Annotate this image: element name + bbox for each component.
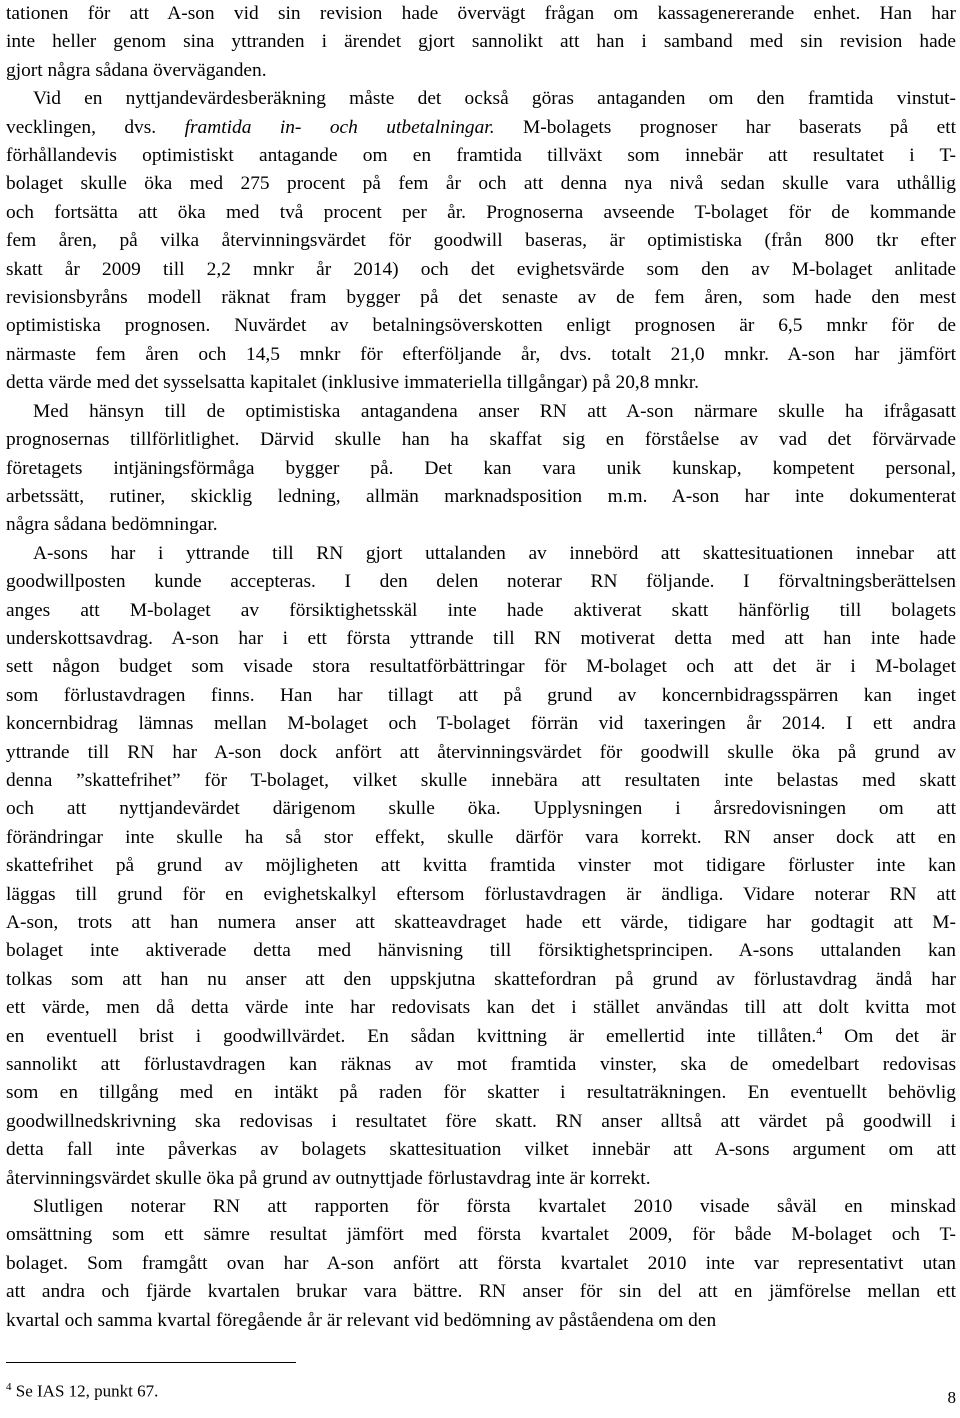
text-line: några sådana bedömningar.: [6, 514, 218, 536]
text-line: att andra och fjärde kvartalen brukar vara bättre. RN anser för sin del att en jämförelse mellan ett: [6, 1281, 956, 1303]
text-line: en eventuell brist i goodwillvärdet. En sådan kvittning är emellertid inte tillåten.$^4$ Om det är: [6, 1023, 957, 1047]
text-line: och fortsätta att öka med två procent per år. Prognoserna avseende T-bolaget för de kommande: [6, 201, 956, 223]
text-line: sannolikt att förlustavdragen kan räknas av mot framtida vinster, ska de omedelbart redovisas: [6, 1054, 956, 1076]
text-line: och att nyttjandevärdet därigenom skulle öka. Upplysningen i årsredovisningen om att: [6, 798, 956, 820]
text-line: sett någon budget som visade stora resultatförbättringar för M-bolaget och att det är i M-bolaget: [6, 656, 956, 678]
text-line: anges att M-bolaget av försiktighetsskäl inte hade aktiverat skatt hänförlig till bolagets: [6, 599, 956, 621]
text-line: närmaste fem åren och 14,5 mnkr för efterföljande år, dvs. totalt 21,0 mnkr. A-son har jämfört: [6, 343, 956, 365]
text-line: ett värde, men då detta värde inte har redovisats kan det i stället användas till att dolt kvitta mot: [6, 997, 956, 1019]
document-body: [6, 0, 956, 1335]
text-line: Slutligen noterar RN att rapporten för första kvartalet 2010 visade såväl en minskad: [33, 1196, 956, 1218]
paragraph: [6, 1193, 956, 1335]
paragraph: [6, 540, 956, 1193]
text-line: fem åren, på vilka återvinningsvärdet för goodwill baseras, är optimistiska (från 800 tkr efter: [6, 230, 956, 252]
text-line: detta fall inte påverkas av bolagets skattesituation vilket innebär att A-sons argument om att: [6, 1139, 956, 1161]
text-line: arbetssätt, rutiner, skicklig ledning, allmän marknadsposition m.m. A-son har inte dokumenterat: [6, 485, 956, 507]
text-line: goodwillnedskrivning ska redovisas i resultatet före skatt. RN anser alltså att värdet på goodwill i: [6, 1110, 956, 1132]
text-line: gjort några sådana överväganden.: [6, 59, 267, 81]
text-line: yttrande till RN har A-son dock anfört att återvinningsvärdet för goodwill skulle öka på grund av: [6, 741, 956, 763]
italic-text: framtida in- och utbetalningar.: [184, 116, 495, 138]
text-line: läggas till grund för en evighetskalkyl eftersom förlustavdragen är ändliga. Vidare noterar RN att: [6, 883, 956, 905]
text-line: kvartal och samma kvartal föregående år är relevant vid bedömning av påståendena om den: [6, 1309, 717, 1331]
text-line: goodwillposten kunde accepteras. I den delen noterar RN följande. I förvaltningsberättelsen: [6, 571, 956, 593]
text-line: Vid en nyttjandevärdesberäkning måste det också göras antaganden om den framtida vinstut-: [33, 88, 956, 110]
text-line: tolkas som att han nu anser att den uppskjutna skattefordran på grund av förlustavdrag ändå har: [6, 968, 956, 990]
paragraph: [6, 0, 956, 85]
text-line: optimistiska prognosen. Nuvärdet av betalningsöverskotten enligt prognosen är 6,5 mnkr för de: [6, 315, 956, 337]
text-line: skattefrihet på grund av möjligheten att kvitta framtida vinster mot tidigare förluster inte kan: [6, 855, 956, 877]
footnote-reference[interactable]: 4: [816, 1023, 823, 1038]
text-line: skatt år 2009 till 2,2 mnkr år 2014) och det evighetsvärde som den av M-bolaget anlitade: [6, 258, 956, 280]
text-line: A-sons har i yttrande till RN gjort uttalanden av innebörd att skattesituationen innebar att: [33, 542, 956, 564]
text-line: som förlustavdragen finns. Han har tillagt att på grund av koncernbidragsspärren kan inget: [6, 684, 956, 706]
text-line: förhållandevis optimistiskt antagande om en framtida tillväxt som innebär att resultatet i T-: [6, 145, 956, 167]
text-line: omsättning som ett sämre resultat jämfört med första kvartalet 2009, för både M-bolaget och T-: [6, 1224, 956, 1246]
text-line: underskottsavdrag. A-son har i ett första yttrande till RN motiverat detta med att han inte hade: [6, 627, 956, 649]
paragraph: [6, 398, 956, 540]
text-line: tationen för att A-son vid sin revision hade övervägt frågan om kassagenererande enhet. Han har: [6, 3, 956, 24]
text-line: som en tillgång med en intäkt på raden för skatter i resultaträkningen. En eventuellt behövlig: [6, 1082, 956, 1104]
text-line: företagets intjäningsförmåga bygger på. Det kan vara unik kunskap, kompetent personal,: [6, 457, 956, 479]
footnote-number: 4: [6, 1381, 12, 1393]
text-line: koncernbidrag lämnas mellan M-bolaget och T-bolaget förrän vid taxeringen år 2014. I ett andra: [6, 713, 956, 735]
text-line: bolaget inte aktiverade detta med hänvisning till försiktighetsprincipen. A-sons uttalanden kan: [6, 940, 956, 962]
text-line: A-son, trots att han numera anser att skatteavdraget hade ett värde, tidigare har godtagit att M-: [6, 912, 956, 933]
footnote: [6, 1376, 158, 1403]
text-line: Med hänsyn till de optimistiska antagandena anser RN att A-son närmare skulle ha ifrågasatt: [33, 400, 956, 422]
text-line: bolaget skulle öka med 275 procent på fem år och att denna nya nivå sedan skulle vara uthållig: [6, 173, 956, 195]
footnote-text: Se IAS 12, punkt 67.: [15, 1381, 159, 1401]
text-line: vecklingen, dvs. framtida in- och utbetalningar. M-bolagets prognoser har baserats på ett: [6, 116, 957, 138]
text-line: bolaget. Som framgått ovan har A-son anfört att första kvartalet 2010 inte var representativt utan: [6, 1252, 956, 1274]
footnote-separator: [6, 1362, 296, 1363]
page-number: 8: [947, 1388, 956, 1407]
text-line: detta värde med det sysselsatta kapitalet (inklusive immateriella tillgångar) på 20,8 mnkr.: [6, 372, 700, 394]
text-line: revisionsbyråns modell räknat fram bygger på det senaste av de fem åren, som hade den mest: [6, 287, 956, 309]
text-line: denna ”skattefrihet” för T-bolaget, vilket skulle innebära att resultaten inte belastas med skatt: [6, 769, 956, 791]
text-line: prognosernas tillförlitlighet. Därvid skulle han ha skaffat sig en förståelse av vad det förvärvade: [6, 429, 956, 451]
text-line: inte heller genom sina yttranden i ärendet gjort sannolikt att han i samband med sin revision hade: [6, 31, 956, 53]
text-line: förändringar inte skulle ha så stor effekt, skulle därför vara korrekt. RN anser dock att en: [6, 826, 956, 848]
paragraph: [6, 85, 956, 397]
text-line: återvinningsvärdet skulle öka på grund av outnyttjade förlustavdrag inte är korrekt.: [6, 1167, 651, 1189]
